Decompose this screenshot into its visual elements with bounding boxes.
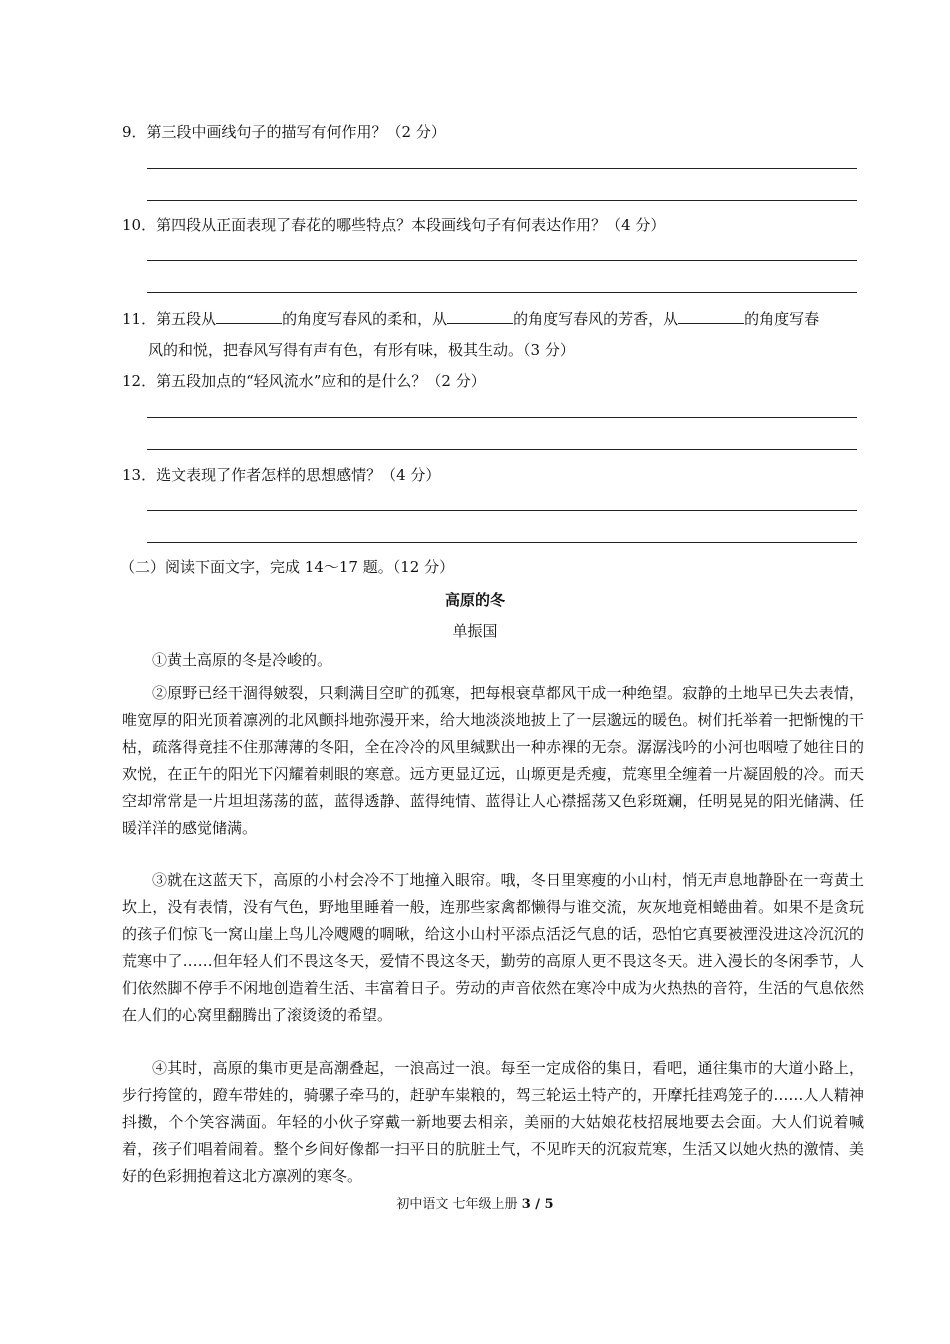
section-heading: （二）阅读下面文字，完成 14～17 题。（12 分）	[120, 558, 455, 576]
paragraph-1: ①黄土高原的冬是冷峻的。	[152, 651, 333, 669]
page-footer	[0, 1196, 950, 1214]
answer-line[interactable]	[147, 200, 857, 201]
passage-title: 高原的冬	[444, 591, 505, 609]
footer-text: 初中语文 七年级上册	[396, 1197, 522, 1212]
question-13: 13．选文表现了作者怎样的思想感情？（4 分）	[122, 466, 441, 484]
question-10: 10．第四段从正面表现了春花的哪些特点？本段画线句子有何表达作用？（4 分）	[122, 216, 666, 234]
q11-part-c: 的角度写春风的芳香，从	[513, 310, 679, 328]
passage-author: 单振国	[452, 622, 498, 640]
paragraph-2: ②原野已经干涸得皴裂，只剩满目空旷的孤寒，把每根衰草都风干成一种绝望。寂静的土地早已失去表情，唯宽厚的阳光顶着凛冽的北风颤抖地弥漫开来，给大地淡淡地披上了一层邈远的暖色。树们托举着一把惭愧的干枯，疏落得竟挂不住那薄薄的冬阳，全在冷冷的风里缄默出一种赤裸的无奈。潺潺浅吟的小河也咽噎了她往日的欢悦，在正午的阳光下闪耀着刺眼的寒意。远方更显辽远，山塬更是秃瘦，荒寒里全缠着一片凝固般的冷。而天空却常常是一片坦坦荡荡的蓝，蓝得透静、蓝得纯情、蓝得让人心襟摇荡又色彩斑斓，任明晃晃的阳光储满、任暖洋洋的感觉储满。	[122, 684, 864, 837]
question-12: 12．第五段加点的“轻风流水”应和的是什么？（2 分）	[122, 372, 486, 390]
answer-line[interactable]	[147, 510, 857, 511]
page-number: 3 / 5	[521, 1197, 554, 1212]
q11-part-b: 的角度写春风的柔和，从	[282, 310, 448, 328]
paragraph-4: ④其时，高原的集市更是高潮叠起，一浪高过一浪。每至一定成俗的集日，看吧，通往集市的大道小路上，步行挎筐的，蹬车带娃的，骑骡子牵马的，赶驴车粜粮的，驾三轮运土特产的，开摩托挂鸡笼子的……人人精神抖擞，个个笑容满面。年轻的小伙子穿戴一新地要去相亲，美丽的大姑娘花枝招展地要去会面。大人们说着喊着，孩子们唱着闹着。整个乡间好像都一扫平日的肮脏土气，不见昨天的沉寂荒寒，生活又以她火热的激情、美好的色彩拥抱着这北方凛冽的寒冬。	[122, 1059, 864, 1185]
answer-line[interactable]	[147, 417, 857, 418]
paragraph-3: ③就在这蓝天下，高原的小村会冷不丁地撞入眼帘。哦，冬日里寒瘦的小山村，悄无声息地静卧在一弯黄土坎上，没有表情，没有气色，野地里睡着一般，连那些家禽都懒得与谁交流，灰灰地竟相蜷曲着。如果不是贪玩的孩子们惊飞一窝山崖上鸟儿冷飕飕的啁啾，给这小山村平添点活泛气息的话，恐怕它真要被湮没进这冷沉沉的荒寒中了……但年轻人们不畏这冬天，爱情不畏这冬天，勤劳的高原人更不畏这冬天。进入漫长的冬闲季节，人们依然脚不停手不闲地创造着生活、丰富着日子。劳动的声音依然在寒冷中成为火热热的音符，生活的气息依然在人们的心窝里翻腾出了滚烫烫的希望。	[122, 871, 864, 1024]
answer-line[interactable]	[147, 449, 857, 450]
q11-part-d: 的角度写春	[744, 310, 820, 328]
fill-blank-2[interactable]	[447, 309, 513, 324]
q11-part-a: 11．第五段从	[122, 310, 217, 328]
answer-line[interactable]	[147, 542, 857, 543]
answer-line[interactable]	[147, 168, 857, 169]
question-11-line2: 风的和悦，把春风写得有声有色，有形有味，极其生动。（3 分）	[148, 341, 575, 359]
question-11-line1	[122, 309, 819, 329]
answer-line[interactable]	[147, 292, 857, 293]
fill-blank-3[interactable]	[678, 309, 744, 324]
question-9: 9．第三段中画线句子的描写有何作用？（2 分）	[122, 123, 446, 141]
answer-line[interactable]	[147, 260, 857, 261]
fill-blank-1[interactable]	[216, 309, 282, 324]
